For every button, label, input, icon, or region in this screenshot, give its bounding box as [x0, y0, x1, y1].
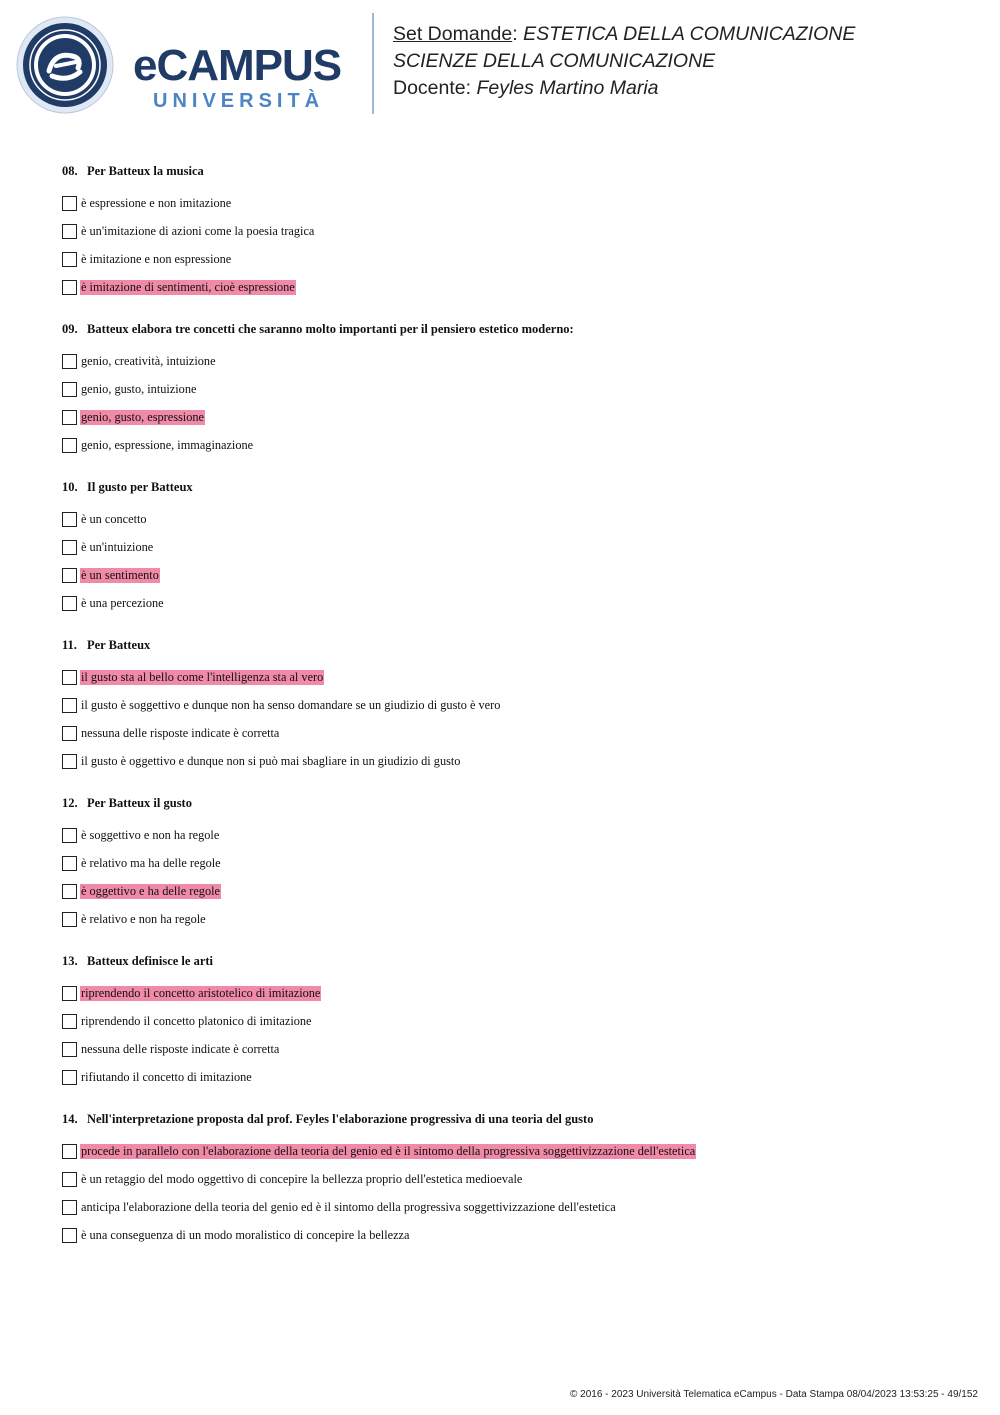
answer-text-highlighted: è imitazione di sentimenti, cioè espressione — [81, 279, 295, 294]
answer-option[interactable] — [62, 1007, 962, 1035]
answer-text: il gusto è oggettivo e dunque non si può mai sbagliare in un giudizio di gusto — [81, 753, 461, 768]
answer-text: genio, espressione, immaginazione — [81, 437, 254, 452]
question-number: 14. — [62, 1112, 78, 1126]
answer-checkbox[interactable] — [62, 986, 77, 1001]
answer-option[interactable] — [62, 347, 962, 375]
answer-option[interactable] — [62, 821, 962, 849]
question-11 — [62, 637, 962, 775]
answer-text: è un concetto — [81, 511, 147, 526]
answer-checkbox[interactable] — [62, 1070, 77, 1085]
answer-checkbox[interactable] — [62, 596, 77, 611]
answer-option[interactable] — [62, 849, 962, 877]
answer-text: è relativo e non ha regole — [81, 911, 206, 926]
answer-option[interactable] — [62, 1063, 962, 1091]
answer-checkbox[interactable] — [62, 354, 77, 369]
answer-text: genio, creatività, intuizione — [81, 353, 216, 368]
answer-checkbox[interactable] — [62, 884, 77, 899]
page-footer: © 2016 - 2023 Università Telematica eCampus - Data Stampa 08/04/2023 13:53:25 - 49/152 — [570, 1389, 978, 1400]
answer-text: il gusto è soggettivo e dunque non ha senso domandare se un giudizio di gusto è vero — [81, 697, 501, 712]
header-info — [393, 21, 855, 102]
answer-option[interactable] — [62, 533, 962, 561]
answer-checkbox[interactable] — [62, 1042, 77, 1057]
answer-checkbox[interactable] — [62, 252, 77, 267]
answer-option[interactable] — [62, 589, 962, 617]
answer-text: è soggettivo e non ha regole — [81, 827, 220, 842]
answer-text-highlighted: è un sentimento — [81, 567, 159, 582]
answer-text-highlighted: riprendendo il concetto aristotelico di imitazione — [81, 985, 321, 1000]
answer-checkbox[interactable] — [62, 1014, 77, 1029]
answer-option[interactable] — [62, 1035, 962, 1063]
answer-text: è un'imitazione di azioni come la poesia tragica — [81, 223, 315, 238]
answer-checkbox[interactable] — [62, 438, 77, 453]
answer-text-highlighted: è oggettivo e ha delle regole — [81, 883, 220, 898]
logo-subtitle-text: UNIVERSITÀ — [153, 90, 325, 112]
answer-option[interactable] — [62, 877, 962, 905]
question-number: 13. — [62, 954, 78, 968]
answer-text: è imitazione e non espressione — [81, 251, 232, 266]
question-text: Batteux elabora tre concetti che saranno molto importanti per il pensiero estetico moderno: — [87, 322, 574, 336]
answer-checkbox[interactable] — [62, 670, 77, 685]
question-title — [62, 1111, 962, 1127]
question-12 — [62, 795, 962, 933]
answer-option[interactable] — [62, 663, 962, 691]
answer-option[interactable] — [62, 431, 962, 459]
answer-option[interactable] — [62, 245, 962, 273]
set-value: ESTETICA DELLA COMUNICAZIONE — [523, 23, 856, 45]
answer-checkbox[interactable] — [62, 1144, 77, 1159]
answer-checkbox[interactable] — [62, 568, 77, 583]
ecampus-seal-logo — [16, 16, 114, 114]
answer-checkbox[interactable] — [62, 382, 77, 397]
answer-checkbox[interactable] — [62, 1228, 77, 1243]
answer-option[interactable] — [62, 1137, 962, 1165]
question-title — [62, 953, 962, 969]
teacher-line — [393, 75, 855, 102]
question-number: 11. — [62, 638, 77, 652]
answer-option[interactable] — [62, 719, 962, 747]
set-line — [393, 21, 855, 48]
answer-text-highlighted: il gusto sta al bello come l'intelligenza sta al vero — [81, 669, 324, 684]
answer-checkbox[interactable] — [62, 224, 77, 239]
answer-option[interactable] — [62, 189, 962, 217]
question-number: 10. — [62, 480, 78, 494]
answer-option[interactable] — [62, 979, 962, 1007]
answer-text-highlighted: procede in parallelo con l'elaborazione della teoria del genio ed è il sintomo della progressiva soggettivizzazione dell'estetica — [81, 1143, 696, 1158]
question-09 — [62, 321, 962, 459]
question-14 — [62, 1111, 962, 1249]
logo-wordmark-text: eCAMPUS — [133, 41, 342, 90]
question-number: 08. — [62, 164, 78, 178]
course-name: SCIENZE DELLA COMUNICAZIONE — [393, 50, 716, 72]
question-title — [62, 637, 962, 653]
answer-checkbox[interactable] — [62, 912, 77, 927]
question-text: Per Batteux il gusto — [87, 796, 192, 810]
answer-checkbox[interactable] — [62, 698, 77, 713]
answer-text: genio, gusto, intuizione — [81, 381, 197, 396]
answer-checkbox[interactable] — [62, 856, 77, 871]
header-divider — [372, 13, 374, 114]
question-text: Il gusto per Batteux — [87, 480, 193, 494]
question-title — [62, 321, 962, 337]
answer-checkbox[interactable] — [62, 512, 77, 527]
answer-checkbox[interactable] — [62, 410, 77, 425]
answer-option[interactable] — [62, 403, 962, 431]
answer-checkbox[interactable] — [62, 280, 77, 295]
answer-checkbox[interactable] — [62, 540, 77, 555]
question-text: Per Batteux la musica — [87, 164, 204, 178]
answer-option[interactable] — [62, 905, 962, 933]
answer-option[interactable] — [62, 747, 962, 775]
answer-checkbox[interactable] — [62, 1172, 77, 1187]
answer-checkbox[interactable] — [62, 726, 77, 741]
question-number: 09. — [62, 322, 78, 336]
question-13 — [62, 953, 962, 1091]
question-text: Batteux definisce le arti — [87, 954, 214, 968]
answer-option[interactable] — [62, 217, 962, 245]
answer-text: nessuna delle risposte indicate è corretta — [81, 725, 280, 740]
answer-text: rifiutando il concetto di imitazione — [81, 1069, 252, 1084]
ecampus-wordmark — [133, 41, 355, 113]
answer-option[interactable] — [62, 1193, 962, 1221]
answer-text: è relativo ma ha delle regole — [81, 855, 221, 870]
answer-checkbox[interactable] — [62, 754, 77, 769]
question-10 — [62, 479, 962, 617]
answer-option[interactable] — [62, 1221, 962, 1249]
answer-text: è una percezione — [81, 595, 164, 610]
answer-text: anticipa l'elaborazione della teoria del genio ed è il sintomo della progressiva soggettivizzazione dell'estetica — [81, 1199, 616, 1214]
question-text: Nell'interpretazione proposta dal prof. Feyles l'elaborazione progressiva di una teoria del gusto — [87, 1112, 594, 1126]
question-text: Per Batteux — [87, 638, 151, 652]
answer-checkbox[interactable] — [62, 196, 77, 211]
teacher-label: Docente: — [393, 77, 477, 99]
question-number: 12. — [62, 796, 78, 810]
answer-text: è un retaggio del modo oggettivo di concepire la bellezza proprio dell'estetica medioevale — [81, 1171, 523, 1186]
answer-text: nessuna delle risposte indicate è corretta — [81, 1041, 280, 1056]
answer-option[interactable] — [62, 1165, 962, 1193]
answer-text: è un'intuizione — [81, 539, 154, 554]
question-title — [62, 163, 962, 179]
answer-text: è espressione e non imitazione — [81, 195, 232, 210]
question-title — [62, 795, 962, 811]
answer-text-highlighted: genio, gusto, espressione — [81, 409, 204, 424]
answer-text: è una conseguenza di un modo moralistico di concepire la bellezza — [81, 1227, 410, 1242]
question-08 — [62, 163, 962, 301]
answer-checkbox[interactable] — [62, 828, 77, 843]
answer-text: riprendendo il concetto platonico di imitazione — [81, 1013, 312, 1028]
answer-option[interactable] — [62, 691, 962, 719]
set-label: Set Domande — [393, 23, 513, 45]
question-title — [62, 479, 962, 495]
answer-option[interactable] — [62, 273, 962, 301]
set-separator: : — [512, 23, 524, 45]
question-list — [62, 163, 962, 1269]
teacher-name: Feyles Martino Maria — [476, 77, 659, 99]
answer-checkbox[interactable] — [62, 1200, 77, 1215]
answer-option[interactable] — [62, 561, 962, 589]
answer-option[interactable] — [62, 375, 962, 403]
answer-option[interactable] — [62, 505, 962, 533]
